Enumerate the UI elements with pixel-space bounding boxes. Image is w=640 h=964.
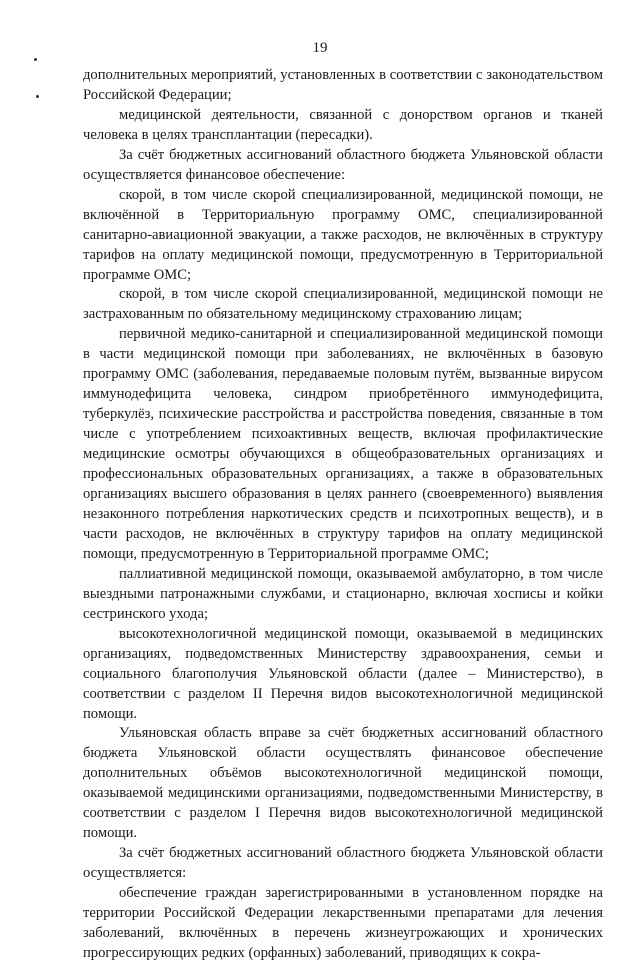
paragraph: медицинской деятельности, связанной с донорством органов и тканей человека в целях трансплантации (пересадки). bbox=[83, 106, 603, 143]
scan-speck bbox=[36, 95, 39, 98]
paragraph: За счёт бюджетных ассигнований областного бюджета Ульяновской области осуществляется: bbox=[83, 845, 603, 882]
paragraph: высокотехнологичной медицинской помощи, оказываемой в медицинских организациях, подведомственных Министерству здравоохранения, семьи и социального благополучия Ульяновской области (далее – Министерство), в соответствии с разделом II Перечня видов высокотехнологичной медицинской помощи. bbox=[83, 625, 603, 722]
paragraph: обеспечение граждан зарегистрированными в установленном порядке на территории Российской Федерации лекарственными препаратами для лечения заболеваний, включённых в перечень жизнеугрожающих и хронических прогрессирующих редких (орфанных) заболеваний, приводящих к сокра- bbox=[83, 885, 603, 961]
paragraph: первичной медико-санитарной и специализированной медицинской помощи в части медицинской помощи при заболеваниях, не включённых в базовую программу ОМС (заболевания, передаваемые половым путём, вызванные вирусом иммунодефицита человека, синдром приобретённого иммунодефицита, туберкулёз, психические расстройства и расстройства поведения, связанные в том числе с употреблением психоактивных веществ, включая профилактические медицинские осмотры обучающихся в общеобразовательных организациях и профессиональных образовательных организациях, а также в образовательных организациях высшего образования в целях раннего (своевременного) выявления незаконного потребления наркотических средств и психотропных веществ), и в части расходов, не включённых в структуру тарифов на оплату медицинской помощи, предусмотренную в Территориальной программе ОМС; bbox=[83, 326, 603, 562]
paragraph: Ульяновская область вправе за счёт бюджетных ассигнований областного бюджета Ульяновской области осуществлять финансовое обеспечение дополнительных объёмов высокотехнологичной медицинской помощи, оказываемой медицинскими организациями, подведомственными Министерству, в соответствии с разделом I Перечня видов высокотехнологичной медицинской помощи. bbox=[83, 725, 603, 842]
document-body bbox=[83, 66, 603, 964]
paragraph: скорой, в том числе скорой специализированной, медицинской помощи не застрахованным по обязательному медицинскому страхованию лицам; bbox=[83, 286, 603, 323]
paragraph: дополнительных мероприятий, установленных в соответствии с законодательством Российской Федерации; bbox=[83, 67, 603, 103]
paragraph: За счёт бюджетных ассигнований областного бюджета Ульяновской области осуществляется финансовое обеспечение: bbox=[83, 146, 603, 183]
paragraph: скорой, в том числе скорой специализированной, медицинской помощи, не включённой в Территориальную программу ОМС, специализированной санитарно-авиационной эвакуации, а также расходов, не включённых в структуру тарифов на оплату медицинской помощи, предусмотренную в Территориальной программе ОМС; bbox=[83, 186, 603, 283]
scan-speck bbox=[34, 58, 37, 61]
paragraph: паллиативной медицинской помощи, оказываемой амбулаторно, в том числе выездными патронажными службами, и стационарно, включая хосписы и койки сестринского ухода; bbox=[83, 565, 603, 622]
page-number: 19 bbox=[312, 40, 328, 56]
